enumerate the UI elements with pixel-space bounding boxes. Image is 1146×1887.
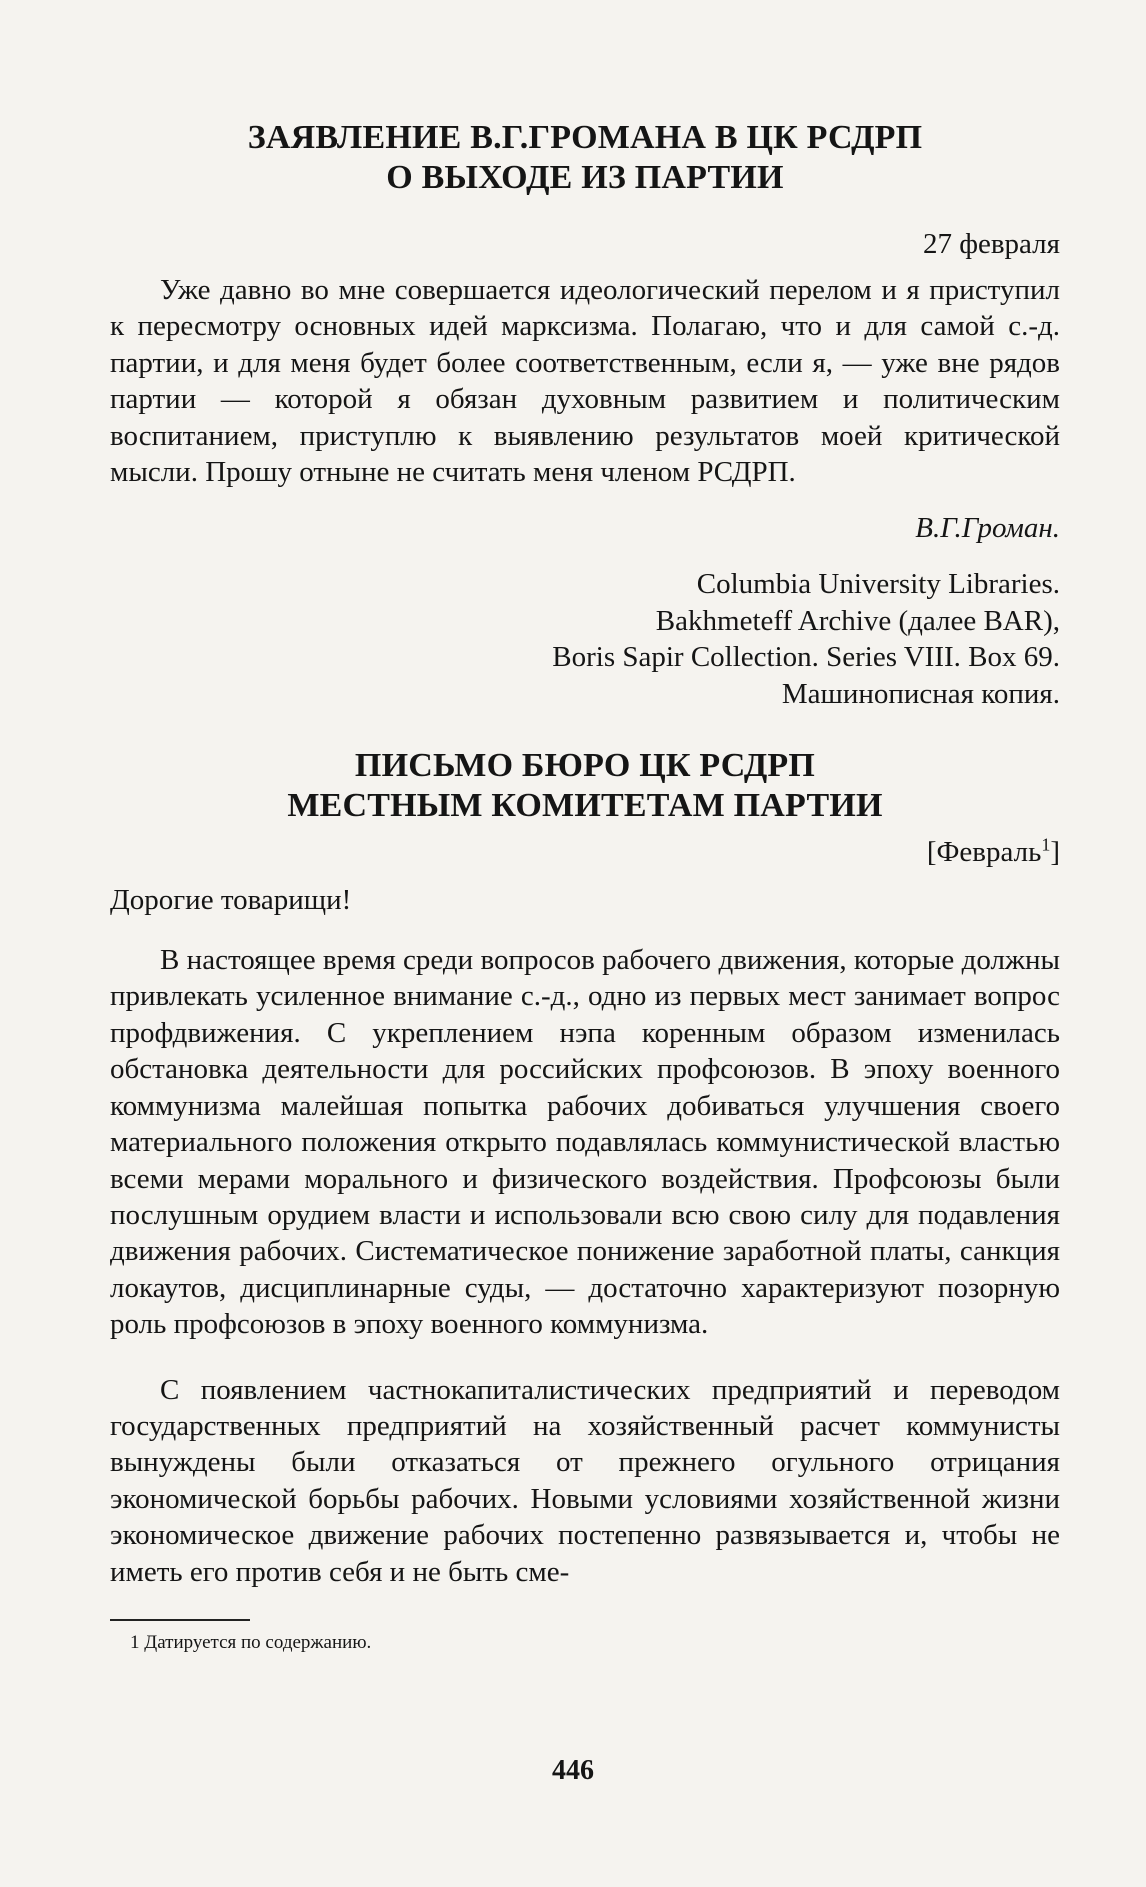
doc2-title-line1: ПИСЬМО БЮРО ЦК РСДРП <box>354 747 816 785</box>
doc2-title <box>110 746 1060 826</box>
footnote-number: 1 <box>130 1631 140 1653</box>
doc2-paragraph-2: С появлением частнокапиталистических предприятий и переводом государственных предприятий на хозяйственный расчет коммунисты вынуждены были отказаться от прежнего огульного отрицания экономической борьбы рабочих. Новыми условиями хозяйственной жизни экономическое движение рабочих постепенно развязывается и, чтобы не иметь его против себя и не быть сме- <box>110 1373 1060 1588</box>
content <box>110 118 1060 1655</box>
footnote-divider <box>110 1619 250 1621</box>
doc1-signature: В.Г.Громан. <box>915 512 1060 545</box>
doc2-date <box>110 834 1060 870</box>
doc1-date: 27 февраля <box>922 228 1060 260</box>
source-line: Columbia University Libraries. <box>696 568 1060 601</box>
source-line: Машинописная копия. <box>781 677 1060 710</box>
source-line: Bakhmeteff Archive (далее BAR), <box>655 604 1060 637</box>
doc1-title-line2: О ВЫХОДЕ ИЗ ПАРТИИ <box>386 159 784 196</box>
doc2-date-text: [Февраль <box>926 836 1042 869</box>
footnote-ref: 1 <box>1041 834 1051 855</box>
doc1-body: Уже давно во мне совершается идеологический перелом и я приступил к пересмотру основных идей марксизма. Полагаю, что и для самой с.-д. партии, и для меня будет более соответственным, если я, — уже вне рядов партии — которой я обязан духовным развитием и политическим воспитанием, приступлю к выявлению результатов моей критической мысли. Прошу отныне не считать меня членом РСДРП. <box>110 274 1060 489</box>
doc2-date-close: ] <box>1050 836 1060 869</box>
doc1-title <box>110 118 1060 198</box>
doc2-paragraph-1: В настоящее время среди вопросов рабочего движения, которые должны привлекать усиленное внимание с.-д., одно из первых мест занимает вопрос профдвижения. С укреплением нэпа коренным образом изменилась обстановка деятельности для российских профсоюзов. В эпоху военного коммунизма малейшая попытка рабочих добиваться улучшения своего материального положения открыто подавлялась коммунистической властью всеми мерами морального и физического воздействия. Профсоюзы были послушным орудием власти и использовали всю свою силу для подавления движения рабочих. Систематическое понижение заработной платы, санкция локаутов, дисциплинарные суды, — достаточно характеризуют позорную роль профсоюзов в эпоху военного коммунизма. <box>110 944 1060 1341</box>
footnote-text: Датируется по содержанию. <box>144 1631 372 1653</box>
source-line: Boris Sapir Collection. Series VIII. Box 69. <box>552 641 1060 674</box>
doc1-title-line1: ЗАЯВЛЕНИЕ В.Г.ГРОМАНА В ЦК РСДРП <box>247 119 923 156</box>
doc1-source <box>110 566 1060 712</box>
page-number: 446 <box>552 1755 594 1786</box>
doc2-salutation: Дорогие товарищи! <box>110 884 352 917</box>
footnote <box>130 1631 1060 1655</box>
doc2-title-line2: МЕСТНЫМ КОМИТЕТАМ ПАРТИИ <box>287 787 883 825</box>
